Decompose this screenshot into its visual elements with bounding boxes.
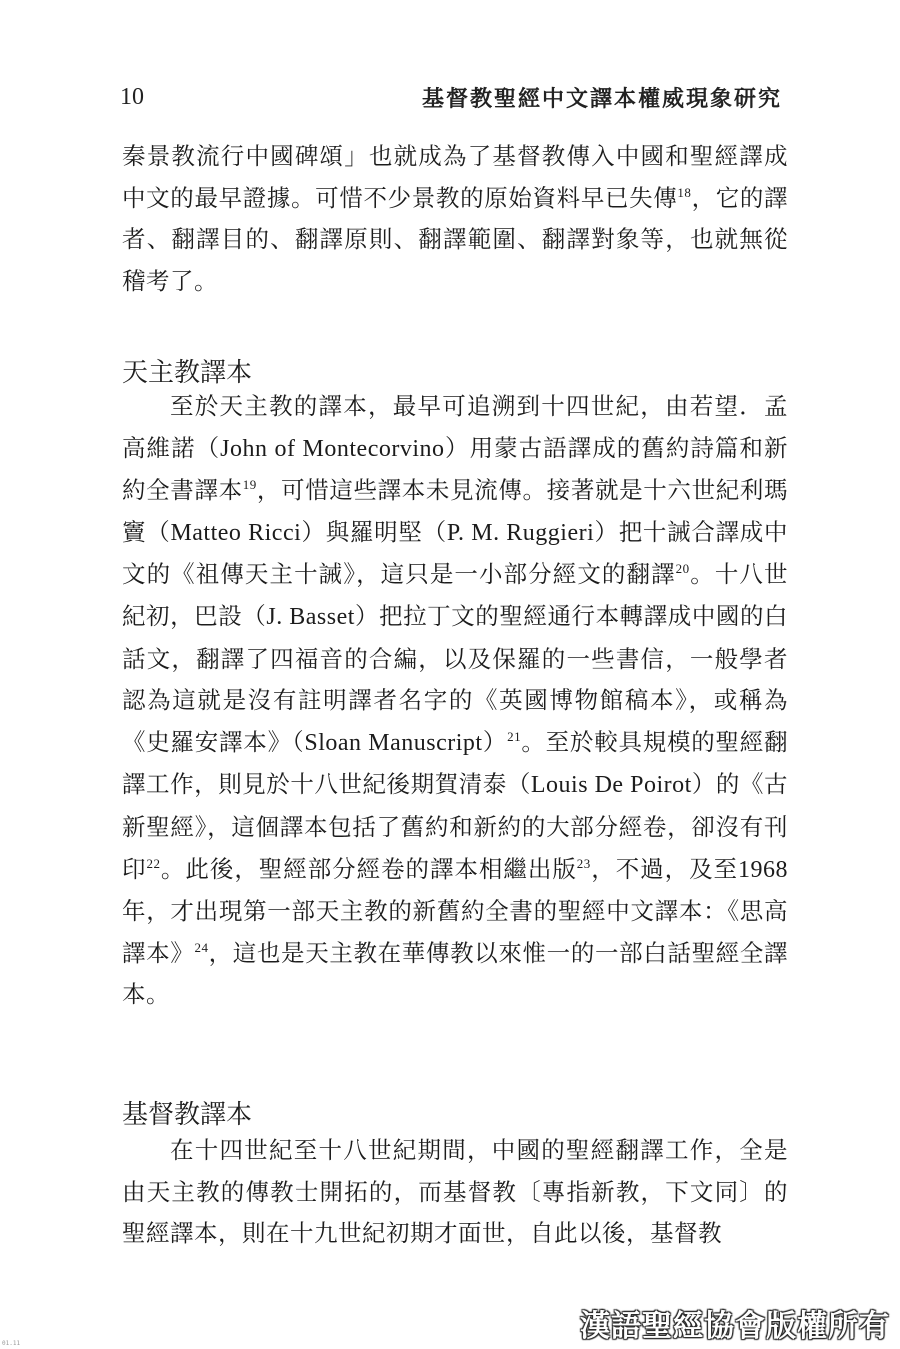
section-heading-protestant: 基督教譯本: [122, 1100, 253, 1130]
latin-name: Matteo Ricci: [170, 519, 302, 546]
paragraph-stele: [122, 136, 788, 302]
footnote-ref-21: 21: [507, 728, 522, 744]
text-run: 。此後，聖經部分經卷的譯本相繼出版: [160, 854, 577, 883]
page-number: 10: [120, 84, 144, 110]
text-run: 也就無從稽考了。: [122, 225, 789, 295]
latin-name: Louis De Poirot: [530, 772, 692, 799]
text-run: ）與羅明堅（: [301, 517, 447, 546]
text-run: ，可惜這些譯本未見流傳。接著就是十六世紀利瑪竇（: [122, 476, 789, 546]
footnote-ref-19: 19: [242, 477, 257, 493]
latin-name: J. Basset: [266, 603, 355, 630]
text-run: 至於天主教的譯本，最早可追溯到十四世紀，由若望．孟高維諾（: [122, 392, 788, 462]
section-intro-paragraph: [122, 136, 788, 302]
paragraph-catholic: [122, 386, 788, 1016]
footnote-ref-24: 24: [194, 939, 209, 955]
latin-name: John of Montecorvino: [220, 435, 445, 462]
page-header: [120, 78, 782, 118]
text-run: ）的《古新聖經》，這個譯本包括了舊約和新約的大部分經卷，卻沒有刊印: [122, 770, 789, 883]
section-heading-catholic: 天主教譯本: [122, 358, 253, 388]
text-run: ，: [691, 183, 716, 212]
footnote-ref-22: 22: [146, 855, 161, 871]
footnote-ref-18: 18: [677, 184, 692, 200]
text-run: ，不過，及至: [590, 854, 739, 883]
text-run: ）把十誡合譯成中文的《祖傳天主十誡》，這只是一小部分經文的翻譯: [122, 517, 789, 589]
latin-name: P. M. Ruggieri: [446, 519, 595, 546]
running-title: 基督教聖經中文譯本權威現象研究: [421, 87, 782, 112]
text-run: 秦景教流行中國碑頌」也就成為了基督教傳入中國和聖經譯: [122, 142, 764, 170]
copyright-watermark: 漢語聖經協會版權所有: [580, 1309, 890, 1344]
section-protestant-paragraph: [122, 1130, 788, 1255]
text-run: 它的譯者、翻譯目的、翻譯原則、翻譯範圍、翻譯對象等，: [122, 183, 789, 254]
text-run: 。十八世紀初，巴設（: [122, 560, 789, 630]
footnote-ref-23: 23: [576, 855, 591, 871]
footnote-ref-20: 20: [675, 561, 690, 577]
scan-mark: 01.11: [2, 1340, 21, 1347]
text-run: ，這也是天主教在華傳教以來惟一的一部白話聖經全譯本。: [122, 938, 789, 1009]
text-run: 成中文的最早證據。可惜不少景教的原始資料早已失傳: [122, 142, 788, 212]
text-run: 。至於較具規模的聖經翻譯工作，則見於十八世紀後期賀清泰（: [122, 727, 789, 799]
latin-name: Sloan Manuscript: [304, 729, 483, 756]
year: 1968: [738, 856, 789, 883]
text-run: ）: [482, 727, 508, 756]
paragraph-protestant: 在十四世紀至十八世紀期間，中國的聖經翻譯工作，全是由天主教的傳教士開拓的，而基督教〔專指新教，下文同〕的聖經譯本，則在十九世紀初期才面世，自此以後，基督教: [122, 1136, 788, 1248]
text-run: ）用蒙古語譯成的舊約詩篇和新約全書譯本: [122, 433, 788, 505]
text-run: 年，才出現第一部天主教的新舊約全書的聖經中文譯本：《思高譯本》: [122, 897, 788, 967]
text-run: ）把拉丁文的聖經通行本轉譯成中國的白話文，翻譯了四福音的合編，以及保羅的一些書信，一般學者認為這就是沒有註明譯者名字的《英國博物館稿本》，或稱為《史羅安譯本》（: [122, 601, 789, 756]
section-catholic-paragraph: [122, 386, 788, 1016]
